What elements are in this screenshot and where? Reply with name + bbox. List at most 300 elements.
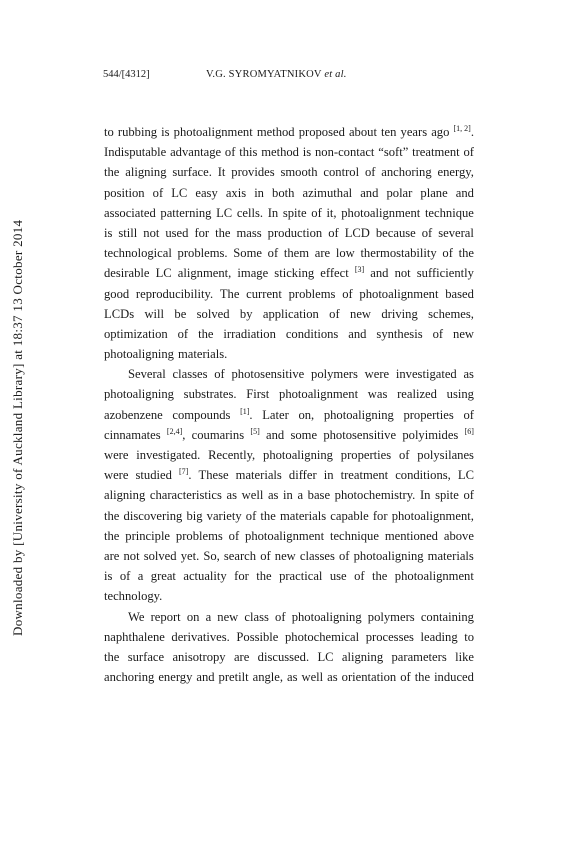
word: on, [298, 407, 315, 422]
word: anchoring [104, 670, 155, 685]
word: substrates. [183, 387, 237, 402]
text-line [104, 445, 474, 465]
word: photoaligning [323, 407, 394, 422]
text-line [104, 263, 474, 283]
word: mentioned [384, 528, 438, 543]
word: production [267, 225, 323, 240]
word: of [364, 165, 376, 180]
word: of [342, 286, 353, 301]
word: low [335, 246, 355, 261]
word: desirable [104, 266, 150, 281]
word: of [432, 326, 444, 341]
word: the [458, 246, 474, 261]
word: properties [403, 407, 454, 422]
word: containing [420, 609, 474, 624]
word: solved [143, 548, 177, 563]
word: sticking [274, 266, 315, 281]
word: of [245, 508, 257, 523]
word: treatment [412, 145, 460, 160]
text-line [104, 324, 474, 344]
text-line [104, 607, 474, 627]
word: the [215, 225, 231, 240]
word: processes [365, 629, 414, 644]
text-line [104, 162, 474, 182]
word: of [421, 225, 433, 240]
word: energy [158, 670, 193, 685]
word: We [128, 609, 145, 624]
word: base [307, 488, 331, 503]
word: method [261, 145, 299, 160]
text-line [104, 405, 474, 425]
word: [2,4], [166, 426, 186, 442]
word: driving [381, 306, 418, 321]
word: thermostability [360, 246, 437, 261]
word: of [267, 246, 279, 261]
word: conditions [285, 326, 339, 341]
text-line [104, 344, 474, 364]
word: problems. [177, 246, 228, 261]
word: axis [225, 185, 247, 200]
word: proposed [298, 125, 345, 139]
word: in [323, 468, 334, 483]
word: the [104, 528, 120, 543]
word: aligning [104, 488, 146, 503]
word: the [414, 670, 431, 685]
word: are [104, 548, 120, 563]
word: is [104, 225, 113, 240]
word: Indisputable [104, 145, 167, 160]
word: in [254, 185, 264, 200]
word: was [367, 387, 388, 402]
citation-ref: [2,4] [166, 426, 183, 436]
text-line [104, 425, 474, 445]
word: and [360, 185, 379, 200]
word: new [274, 548, 296, 563]
word: aligning [341, 649, 384, 664]
word: about [348, 125, 377, 139]
word: [1]. [240, 406, 253, 422]
word: orientation [341, 670, 397, 685]
word: of [398, 448, 410, 462]
text-line [104, 546, 474, 566]
text-line [104, 122, 474, 142]
word: differ [288, 468, 317, 483]
running-head-authors [206, 69, 347, 80]
word: well [301, 670, 324, 685]
word: as [267, 488, 279, 503]
word: photoaligning [291, 609, 362, 624]
text-line [104, 384, 474, 404]
word: plane [420, 185, 448, 200]
text-line [104, 243, 474, 263]
word: the [256, 569, 272, 584]
word: be [174, 306, 187, 321]
word: naphthalene [104, 629, 165, 644]
word: of [214, 367, 225, 382]
word: easy [195, 185, 218, 200]
word: as [287, 670, 298, 685]
word: principle [125, 528, 171, 543]
word: mass [236, 225, 262, 240]
word: photoalignment [245, 528, 325, 543]
word: photochemical [284, 629, 360, 644]
paragraph-1 [104, 122, 474, 364]
word: still [118, 225, 138, 240]
word: schemes, [428, 306, 474, 321]
word: of [463, 145, 474, 160]
word: of [328, 225, 339, 240]
word: anisotropy [172, 649, 226, 664]
word: and [370, 266, 389, 281]
word: will [144, 306, 165, 321]
word: Some [233, 246, 262, 261]
word: and [266, 427, 285, 442]
word: azobenzene [104, 407, 163, 422]
word: optimization [104, 326, 168, 341]
author-suffix: et al. [324, 69, 347, 80]
word: parameters [391, 649, 447, 664]
word: reproducibility. [135, 286, 214, 301]
word: the [260, 508, 276, 523]
text-line [104, 465, 474, 485]
word: the [198, 326, 214, 341]
word: as [226, 488, 238, 503]
word: coumarins [191, 427, 245, 442]
word: “soft” [378, 145, 409, 160]
word: LCDs [104, 306, 135, 321]
word: practical [279, 569, 323, 584]
word: The [219, 286, 240, 301]
word: It [217, 165, 226, 180]
word: investigated. [136, 448, 201, 462]
word: cells. [236, 205, 264, 220]
word: LC [216, 205, 233, 220]
citation-ref: [5] [250, 426, 260, 436]
word: report [150, 609, 181, 624]
word: photoalignment [341, 205, 421, 220]
word: properties [340, 448, 392, 462]
word: classes [172, 367, 208, 382]
word: polysilanes [417, 448, 474, 462]
word: is [302, 145, 312, 160]
text-line [104, 203, 474, 223]
word: the [104, 165, 120, 180]
word: years [400, 125, 428, 139]
word: a [297, 488, 304, 503]
text-line [104, 223, 474, 243]
text-line [104, 647, 474, 667]
word: materials [427, 548, 474, 563]
word: of [329, 306, 340, 321]
word: variety [206, 508, 242, 523]
download-watermark: Downloaded by [University of Auckland Library] at 18:37 13 October 2014 [10, 219, 25, 636]
word: new [350, 306, 372, 321]
word: solved [196, 306, 230, 321]
word: angle, [252, 670, 284, 685]
word: surface [127, 649, 165, 664]
word [250, 425, 259, 445]
text-line [104, 485, 474, 505]
word: yet. [180, 548, 200, 563]
word: LC [317, 649, 334, 664]
word: because [375, 225, 416, 240]
word: several [438, 225, 474, 240]
word: photoalignment [394, 569, 474, 584]
word: in [283, 488, 293, 503]
citation-ref: [1] [240, 406, 250, 416]
word: for [194, 225, 210, 240]
word: materials. [177, 347, 228, 362]
word: of [463, 488, 474, 503]
word: associated [104, 205, 156, 220]
word: polar [386, 185, 413, 200]
word: and [455, 185, 474, 200]
word: materials [235, 468, 282, 483]
word: like [455, 649, 474, 664]
paragraph-2 [104, 364, 474, 606]
word: used [165, 225, 189, 240]
word: problems [175, 528, 223, 543]
page-number: 544/[4312] [103, 69, 150, 80]
word: is [104, 569, 113, 584]
word: is [161, 125, 170, 139]
word: above [443, 528, 474, 543]
word: anchoring [381, 165, 432, 180]
word: provides [231, 165, 275, 180]
word: some [290, 427, 318, 442]
article-body [104, 122, 474, 687]
word: photosensitive [231, 367, 305, 382]
word: of [260, 548, 271, 563]
text-line [104, 526, 474, 546]
word: classes [299, 548, 335, 563]
word: polymers [367, 609, 415, 624]
citation-ref: [1, 2] [453, 124, 471, 133]
text-line [104, 586, 474, 606]
word: leading [420, 629, 458, 644]
word: cinnamates [104, 427, 161, 442]
citation-ref: [6] [464, 426, 474, 436]
word: LC [457, 468, 474, 483]
word: of [224, 145, 236, 160]
word: class [244, 609, 269, 624]
word: are [233, 649, 250, 664]
word: and [348, 326, 367, 341]
word: both [272, 185, 295, 200]
word: of [442, 246, 453, 261]
word: [1, 2]. [453, 124, 474, 139]
word: polyimides [402, 427, 459, 442]
word: the [104, 508, 120, 523]
word: So, [203, 548, 220, 563]
word: a [137, 569, 144, 584]
word: derivatives. [171, 629, 230, 644]
word: of [463, 407, 474, 422]
word: sufficiently [416, 266, 474, 281]
word: new [217, 609, 239, 624]
word: not [143, 225, 160, 240]
word: [7]. [178, 467, 192, 483]
text-line [104, 667, 474, 687]
word: capable [330, 508, 369, 523]
text-line [104, 183, 474, 203]
word: a [205, 609, 212, 624]
word: by [239, 306, 253, 321]
word: smooth [280, 165, 318, 180]
word: the [104, 649, 120, 664]
word: In [267, 205, 279, 220]
word: were [104, 448, 129, 462]
word: not [394, 266, 411, 281]
word: to [104, 125, 114, 139]
word: as [327, 670, 338, 685]
word: Recently, [208, 448, 256, 462]
word [355, 263, 364, 283]
word: surface. [172, 165, 212, 180]
word: aligning [125, 165, 167, 180]
text-line [104, 566, 474, 586]
word: photoalignment [279, 387, 359, 402]
word: this [239, 145, 258, 160]
word: spite [435, 488, 459, 503]
word: photochemistry. [334, 488, 416, 503]
word: rubbing [117, 125, 158, 139]
word: current [246, 286, 282, 301]
word: discovering [123, 508, 183, 523]
word: search [223, 548, 257, 563]
word: of [152, 185, 164, 200]
word: of [228, 528, 240, 543]
word: characteristics [149, 488, 222, 503]
citation-ref: [3] [354, 265, 365, 275]
word: investigated [395, 367, 457, 382]
word: as [463, 367, 474, 382]
text-line [104, 142, 474, 162]
word: based [445, 286, 474, 301]
word: of [400, 670, 411, 685]
word: studied [135, 468, 172, 483]
word: method [256, 125, 295, 139]
word: photoalignment, [391, 508, 474, 523]
word: technique [329, 528, 379, 543]
word: LC [171, 185, 188, 200]
word: Later [262, 407, 289, 422]
word: technique [424, 205, 474, 220]
word: of [354, 569, 365, 584]
text-line [104, 304, 474, 324]
word: and [196, 670, 215, 685]
word: induced [434, 670, 474, 685]
word: photoalignment [173, 125, 253, 139]
word: using [446, 387, 474, 402]
word: conditions, [395, 468, 451, 483]
word: application [262, 306, 319, 321]
citation-ref: [7] [178, 467, 189, 477]
word: non-contact [314, 145, 375, 160]
word: spite [282, 205, 307, 220]
word: Possible [236, 629, 279, 644]
word: discussed. [257, 649, 310, 664]
word: technological [104, 246, 172, 261]
text-line [104, 284, 474, 304]
text-line [104, 627, 474, 647]
word: well [241, 488, 264, 503]
word: the [371, 569, 388, 584]
word: LC [155, 266, 172, 281]
word: were [364, 367, 390, 382]
word: In [419, 488, 431, 503]
word: irradiation [223, 326, 276, 341]
word: of [119, 569, 131, 584]
word: realized [397, 387, 437, 402]
word: good [104, 286, 130, 301]
word: photoaligning [353, 548, 424, 563]
text-line [104, 364, 474, 384]
word: effect [320, 266, 349, 281]
word: actuality [183, 569, 227, 584]
word: technology. [104, 589, 163, 604]
word: great [150, 569, 176, 584]
word: use [329, 569, 347, 584]
word: energy, [437, 165, 474, 180]
word: First [246, 387, 270, 402]
word: photoalignment [359, 286, 439, 301]
word: of [338, 548, 350, 563]
word: Several [128, 367, 166, 382]
word: them [283, 246, 310, 261]
word: were [104, 468, 129, 483]
word: on [186, 609, 200, 624]
text-line [104, 506, 474, 526]
author-names: V.G. SYROMYATNIKOV [206, 69, 322, 80]
word: LCD [344, 225, 370, 240]
paragraph-3 [104, 607, 474, 688]
word: ten [381, 125, 397, 139]
word: not [123, 548, 140, 563]
word: of [177, 326, 189, 341]
word: synthesis [376, 326, 423, 341]
word: photoaligning [263, 448, 333, 462]
word [465, 425, 474, 445]
word: to [464, 629, 474, 644]
word: of [311, 205, 322, 220]
word: patterning [160, 205, 212, 220]
word: photoaligning [104, 387, 174, 402]
word: position [104, 185, 145, 200]
word: control [323, 165, 360, 180]
word: are [314, 246, 331, 261]
word: image [237, 266, 269, 281]
word: These [198, 468, 229, 483]
word: it, [326, 205, 337, 220]
word: materials [279, 508, 327, 523]
word: photoaligning [104, 347, 174, 362]
word: of [275, 609, 286, 624]
word: problems [288, 286, 336, 301]
word: compounds [172, 407, 231, 422]
word: for [234, 569, 249, 584]
word: advantage [170, 145, 222, 160]
word: alignment, [177, 266, 232, 281]
word: big [186, 508, 203, 523]
word: polymers [311, 367, 358, 382]
word: for [372, 508, 388, 523]
word: pretilt [218, 670, 249, 685]
word: ago [431, 125, 450, 139]
word: treatment [340, 468, 389, 483]
word: azimuthal [302, 185, 353, 200]
word: new [453, 326, 474, 341]
